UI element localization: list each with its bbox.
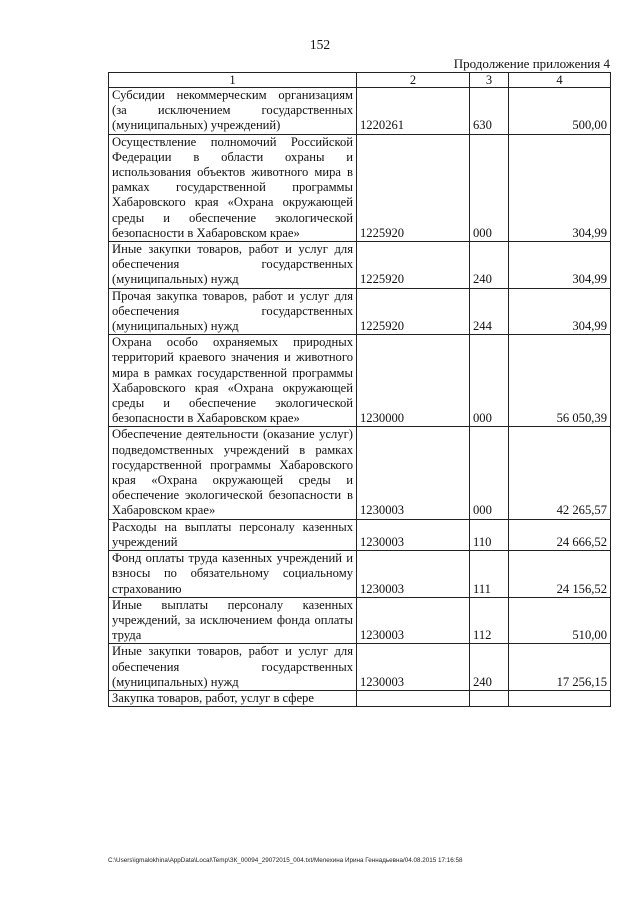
row-name: Осуществление полномочий Российской Федерации в области охраны и использования объектов животного мира в рамках государственной программы Хабаровского края «Охрана окружающей среды и обеспечение экологической безопасности в Хабаровском крае»: [109, 134, 357, 241]
row-name: Расходы на выплаты персоналу казенных учреждений: [109, 519, 357, 550]
row-name: Иные выплаты персоналу казенных учреждений, за исключением фонда оплаты труда: [109, 597, 357, 644]
row-amount: 510,00: [509, 597, 611, 644]
row-code: 1230000: [357, 335, 470, 427]
row-vr: 000: [470, 335, 509, 427]
table-row: [109, 335, 611, 427]
row-vr: [470, 690, 509, 706]
row-amount: 17 256,15: [509, 644, 611, 691]
row-amount: 42 265,57: [509, 427, 611, 519]
row-name: Фонд оплаты труда казенных учреждений и взносы по обязательному социальному страхованию: [109, 551, 357, 598]
table-row: [109, 690, 611, 706]
row-code: 1230003: [357, 597, 470, 644]
row-code: 1230003: [357, 519, 470, 550]
row-amount: 304,99: [509, 288, 611, 335]
appendix-continuation-label: Продолжение приложения 4: [453, 56, 610, 71]
table-row: [109, 644, 611, 691]
row-name: Закупка товаров, работ, услуг в сфере: [109, 690, 357, 706]
column-header-vr: 3: [470, 73, 509, 88]
row-code: 1230003: [357, 644, 470, 691]
row-vr: 111: [470, 551, 509, 598]
page-number: 152: [309, 37, 331, 52]
row-code: 1230003: [357, 551, 470, 598]
row-amount: 304,99: [509, 242, 611, 289]
row-name: Охрана особо охраняемых природных территорий краевого значения и животного мира в рамках государственной программы Хабаровского края «Охрана окружающей среды и обеспечение экологической безопасности в Хабаровском крае»: [109, 335, 357, 427]
table-row: [109, 288, 611, 335]
budget-table: [108, 72, 611, 707]
row-name: Иные закупки товаров, работ и услуг для обеспечения государственных (муниципальных) нужд: [109, 644, 357, 691]
row-vr: 112: [470, 597, 509, 644]
table-row: [109, 597, 611, 644]
row-vr: 240: [470, 242, 509, 289]
row-amount: 500,00: [509, 88, 611, 135]
row-code: 1225920: [357, 134, 470, 241]
row-amount: [509, 690, 611, 706]
row-amount: 24 156,52: [509, 551, 611, 598]
row-amount: 56 050,39: [509, 335, 611, 427]
row-code: 1225920: [357, 288, 470, 335]
table-header-row: [109, 73, 611, 88]
row-amount: 304,99: [509, 134, 611, 241]
row-vr: 000: [470, 134, 509, 241]
column-header-code: 2: [357, 73, 470, 88]
row-vr: 110: [470, 519, 509, 550]
row-amount: 24 666,52: [509, 519, 611, 550]
row-name: Обеспечение деятельности (оказание услуг) подведомственных учреждений в рамках государственной программы Хабаровского края «Охрана окружающей среды и обеспечение экологической безопасности в Хабаровском крае»: [109, 427, 357, 519]
row-code: 1220261: [357, 88, 470, 135]
column-header-amount: 4: [509, 73, 611, 88]
column-header-name: 1: [109, 73, 357, 88]
row-vr: 244: [470, 288, 509, 335]
table-row: [109, 88, 611, 135]
table-row: [109, 551, 611, 598]
document-footer-path: C:\Users\igmalokhina\AppData\Local\Temp\ЗК_00094_29072015_004.txt/Мелехина Ирина Геннадьевна/04.08.2015 17:16:58: [108, 857, 463, 864]
row-name: Иные закупки товаров, работ и услуг для обеспечения государственных (муниципальных) нужд: [109, 242, 357, 289]
row-code: 1230003: [357, 427, 470, 519]
table-row: [109, 519, 611, 550]
table-row: [109, 134, 611, 241]
row-vr: 240: [470, 644, 509, 691]
row-name: Субсидии некоммерческим организациям (за исключением государственных (муниципальных) учреждений): [109, 88, 357, 135]
row-name: Прочая закупка товаров, работ и услуг для обеспечения государственных (муниципальных) нужд: [109, 288, 357, 335]
table-row: [109, 427, 611, 519]
row-vr: 630: [470, 88, 509, 135]
row-vr: 000: [470, 427, 509, 519]
row-code: 1225920: [357, 242, 470, 289]
table-row: [109, 242, 611, 289]
row-code: [357, 690, 470, 706]
